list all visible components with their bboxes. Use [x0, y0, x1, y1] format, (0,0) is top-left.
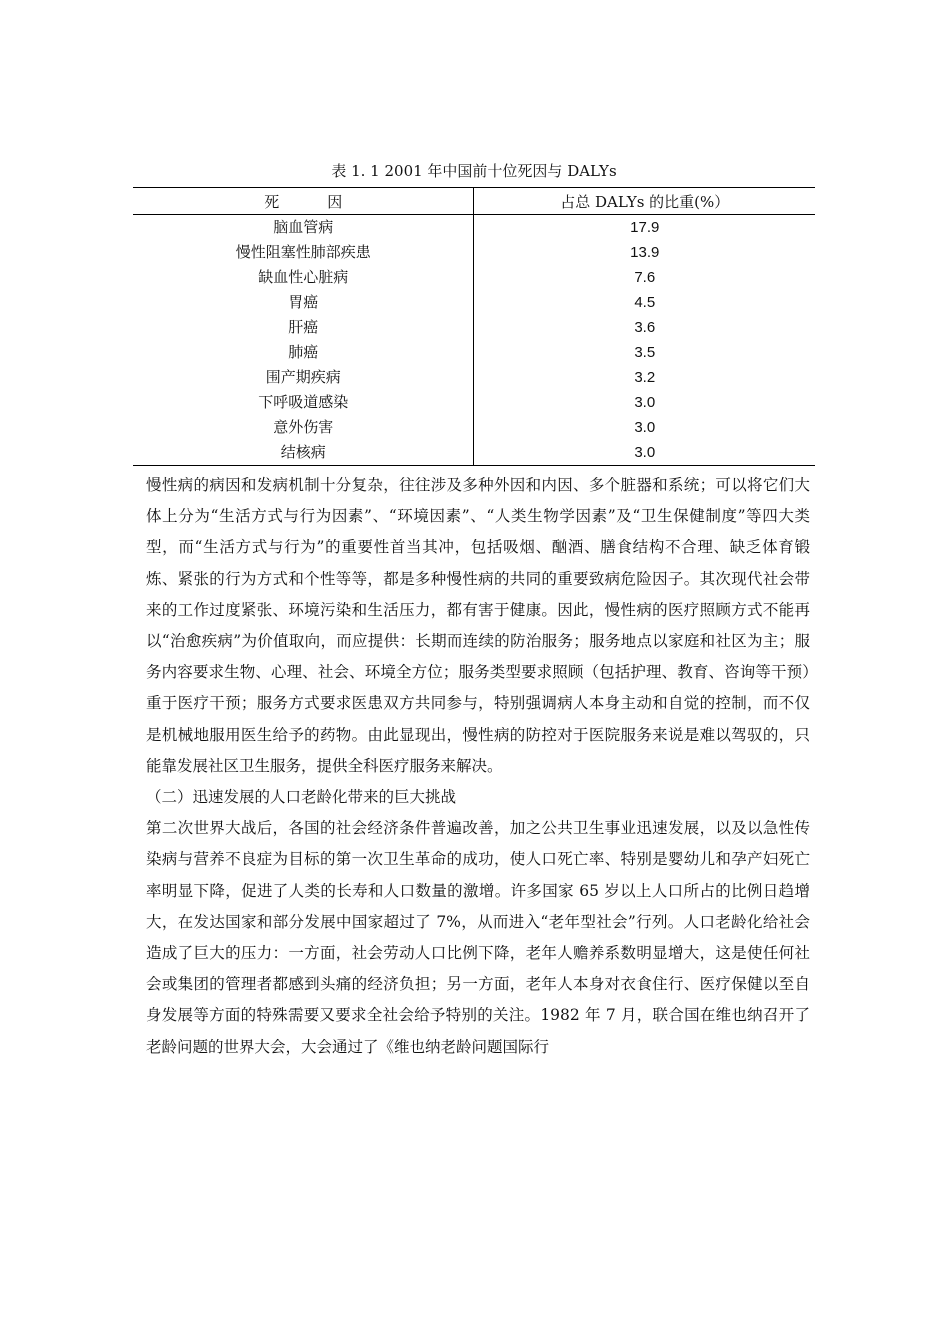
paragraph-population-aging: 第二次世界大战后，各国的社会经济条件普遍改善，加之公共卫生事业迅速发展，以及以急性传染病与营养不良症为目标的第一次卫生革命的成功，使人口死亡率、特别是婴幼儿和孕产妇死亡率明显下降，促进了人类的长寿和人口数量的激增。许多国家 65 岁以上人口所占的比例日趋增大，在发达国家和部分发展中国家超过了 7%，从而进入“老年型社会”行列。人口老龄化给社会造成了巨大的压力：一方面，社会劳动人口比例下降，老年人赡养系数明显增大，这是使任何社会或集团的管理者都感到头痛的经济负担；另一方面，老年人本身对衣食住行、医疗保健以至自身发展等方面的特殊需要又要求全社会给予特别的关注。1982 年 7 月，联合国在维也纳召开了老龄问题的世界大会，大会通过了《维也纳老龄问题国际行 — [146, 819, 810, 1056]
dalys-table — [133, 187, 815, 466]
section-heading: （二）迅速发展的人口老龄化带来的巨大挑战 — [146, 788, 457, 807]
table-row — [133, 340, 815, 365]
cause-cell: 结核病 — [133, 440, 474, 466]
table-row — [133, 315, 815, 340]
cause-cell: 慢性阻塞性肺部疾患 — [133, 240, 474, 265]
table-row — [133, 265, 815, 290]
cause-cell: 胃癌 — [133, 290, 474, 315]
header-cause: 死 因 — [133, 188, 474, 215]
body-text — [146, 470, 810, 1063]
cause-cell: 意外伤害 — [133, 415, 474, 440]
cause-cell: 脑血管病 — [133, 215, 474, 241]
paragraph-chronic-disease: 慢性病的病因和发病机制十分复杂，往往涉及多种外因和内因、多个脏器和系统；可以将它们大体上分为“生活方式与行为因素”、“环境因素”、“人类生物学因素”及“卫生保健制度”等四大类型，而“生活方式与行为”的重要性首当其冲，包括吸烟、酗酒、膳食结构不合理、缺乏体育锻炼、紧张的行为方式和个性等等，都是多种慢性病的共同的重要致病危险因子。其次现代社会带来的工作过度紧张、环境污染和生活压力，都有害于健康。因此，慢性病的医疗照顾方式不能再以“治愈疾病”为价值取向，而应提供：长期而连续的防治服务；服务地点以家庭和社区为主；服务内容要求生物、心理、社会、环境全方位；服务类型要求照顾（包括护理、教育、咨询等干预）重于医疗干预；服务方式要求医患双方共同参与，特别强调病人本身主动和自觉的控制，而不仅是机械地服用医生给予的药物。由此显现出，慢性病的防控对于医院服务来说是难以驾驭的，只能靠发展社区卫生服务，提供全科医疗服务来解决。 — [146, 476, 810, 775]
pct-cell: 17.9 — [630, 219, 660, 236]
pct-cell: 3.2 — [634, 369, 656, 386]
table-row — [133, 390, 815, 415]
header-dalys-share: 占总 DALYs 的比重(%） — [474, 188, 815, 215]
pct-cell: 7.6 — [634, 269, 656, 286]
pct-cell: 3.0 — [474, 440, 815, 466]
cause-cell: 肝癌 — [133, 315, 474, 340]
pct-cell: 4.5 — [634, 294, 656, 311]
table-row — [133, 215, 815, 241]
table-row — [133, 290, 815, 315]
table-row — [133, 415, 815, 440]
cause-cell: 围产期疾病 — [133, 365, 474, 390]
pct-cell: 3.0 — [634, 419, 656, 436]
pct-cell: 13.9 — [630, 244, 660, 261]
cause-cell: 缺血性心脏病 — [133, 265, 474, 290]
table-row — [133, 440, 815, 466]
cause-cell: 下呼吸道感染 — [133, 390, 474, 415]
pct-cell: 3.6 — [634, 319, 656, 336]
cause-cell: 肺癌 — [133, 340, 474, 365]
pct-cell: 3.5 — [634, 344, 656, 361]
table-row — [133, 240, 815, 265]
table-header-row — [133, 188, 815, 215]
table-row — [133, 365, 815, 390]
pct-cell: 3.0 — [634, 394, 656, 411]
table-caption: 表 1. 1 2001 年中国前十位死因与 DALYs — [331, 162, 617, 180]
